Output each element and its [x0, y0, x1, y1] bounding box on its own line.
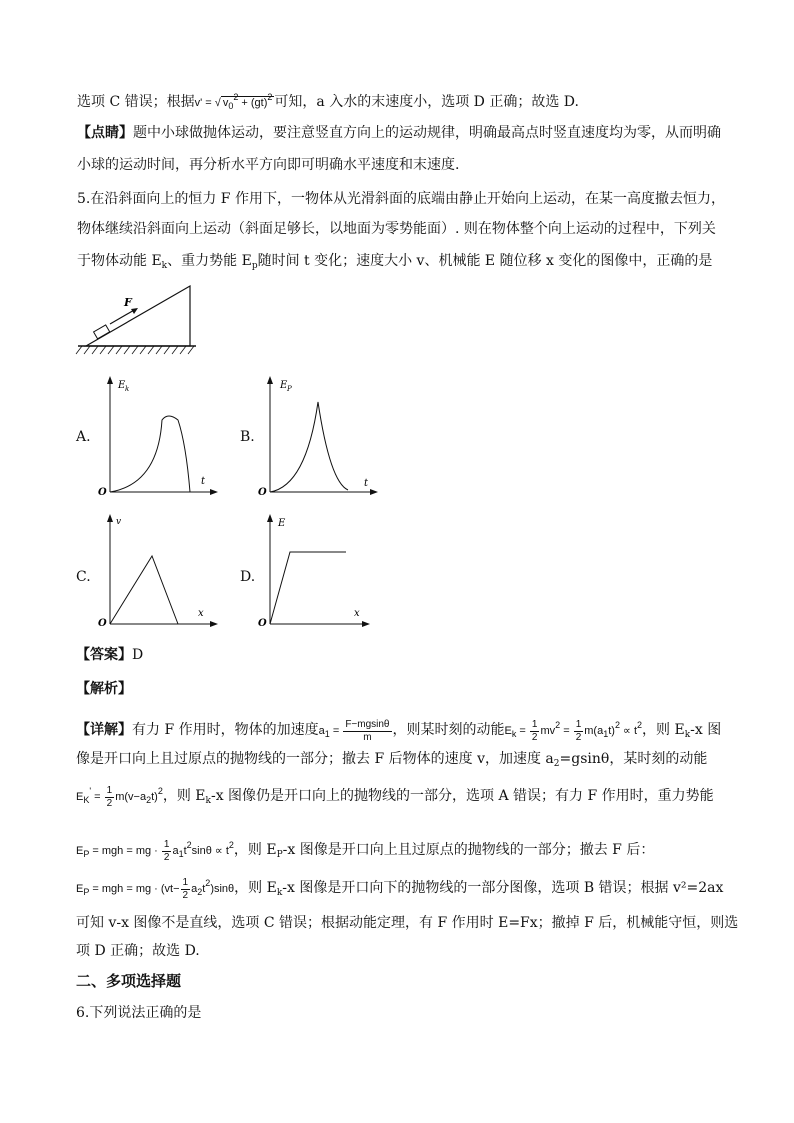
q5-text-2: 物体继续沿斜面向上运动（斜面足够长，以地面为零势能面）. 则在物体整个向上运动的过程中，下列关	[77, 221, 716, 237]
formula-ep1: $E_P$ = mgh = mg · $\frac{1}{2}$ $a_1t^2\sin\theta \propto t^2$	[76, 838, 234, 863]
block	[94, 325, 110, 339]
detail-text-3a: ，则 E	[162, 788, 206, 804]
detail-text-6: 可知 v-x 图像不是直线，选项 C 错误；根据动能定理，有 F 作用时 E=Fx；撤掉 F 后，机械能守恒，则选	[76, 915, 739, 931]
graph-b-xlabel: t	[364, 478, 369, 489]
graph-c-origin: O	[98, 618, 107, 628]
prev-line-1	[77, 88, 579, 115]
note-text-2: 小球的运动时间，再分析水平方向即可明确水平速度和末速度.	[77, 157, 460, 173]
graph-d-line	[270, 552, 346, 624]
q5-text-1: 5.在沿斜面向上的恒力 F 作用下，一物体从光滑斜面的底端由静止开始向上运动，在某一高度撤去恒力，	[77, 191, 725, 207]
velocity-sqrt-formula: v' = √ $v_0^2 + (gt)^2$	[194, 92, 273, 111]
question-6: 6.下列说法正确的是	[76, 1005, 202, 1021]
graph-b-ylabel: E	[280, 380, 288, 391]
section-heading: 二、多项选择题	[76, 972, 182, 990]
q5-line-2	[77, 220, 716, 238]
graph-a-ysub: k	[125, 385, 130, 393]
graph-d-xlabel: x	[354, 608, 360, 619]
detail-text-1d: -x 图	[690, 722, 722, 738]
detail-line-1	[76, 710, 721, 750]
q5-text-3c: 随时间 t 变化；速度大小 v、机械能 E 随位移 x 变化的图像中，正确的是	[257, 253, 713, 269]
graph-a-origin: O	[98, 487, 107, 498]
detail-sub-k2: k	[205, 796, 211, 806]
graph-b-ysub: P	[287, 385, 292, 393]
detail-sub-k3: k	[276, 888, 283, 898]
note-text-1: 题中小球做抛体运动，要注意竖直方向上的运动规律，明确最高点时竖直速度均为零，从而明确	[133, 125, 721, 141]
q5-text-3a: 于物体动能 E	[77, 253, 162, 269]
graph-a-curve	[110, 416, 190, 492]
graph-c	[98, 512, 218, 628]
graph-c-ylabel: v	[116, 517, 122, 527]
graph-d	[258, 512, 378, 628]
detail-text-1b: ，则某时刻的动能	[392, 722, 505, 738]
analysis-line	[76, 680, 132, 698]
detail-text-4b: -x 图像是开口向上且过原点的抛物线的一部分；撤去 F 后：	[282, 842, 655, 858]
graph-c-line	[110, 556, 178, 624]
detail-text-5b: -x 图像是开口向下的抛物线的一部分图像，选项 B 错误；根据 v²=2ax	[282, 880, 724, 896]
answer-label: 【答案】	[76, 647, 132, 663]
detail-line-2: 像是开口向上且过原点的抛物线的一部分；撤去 F 后物体的速度 v，加速度 $a_2=gsin\theta$，某时刻的动能	[76, 751, 708, 769]
note-line-1	[77, 124, 721, 142]
option-d-letter: D.	[240, 569, 256, 585]
graph-b-origin: O	[258, 487, 267, 498]
option-b-letter: B.	[240, 429, 255, 445]
detail-text-5a: ，则 E	[234, 880, 277, 896]
answer-line	[76, 646, 143, 664]
q5-sub-p: p	[251, 261, 258, 271]
detail-label: 【详解】	[76, 722, 132, 738]
graph-a-xlabel: t	[201, 476, 206, 487]
prev-text-b: 可知，a 入水的末速度小，选项 D 正确；故选 D.	[274, 94, 579, 110]
q5-text-3b: 、重力势能 E	[167, 253, 252, 269]
formula-a1: $a_1$ = $\frac{F-mgsin\theta}{m}$	[318, 718, 390, 743]
analysis-label: 【解析】	[76, 681, 132, 697]
graph-b-curve	[270, 402, 348, 492]
detail-line-7	[76, 942, 200, 960]
graph-d-ylabel: E	[278, 518, 286, 529]
graph-a-ylabel: E	[118, 380, 126, 391]
graph-b	[258, 374, 378, 498]
detail-text-1c: ，则 E	[642, 722, 685, 738]
force-arrow	[110, 309, 136, 324]
detail-line-5	[76, 868, 723, 908]
incline-diagram	[74, 284, 200, 356]
q5-line-3	[77, 252, 712, 275]
graph-c-xlabel: x	[198, 608, 204, 619]
q5-line-1	[77, 190, 725, 208]
formula-ek1: $E_k$ = $\frac{1}{2}$ $mv^2$ = $\frac{1}{2}$ $m(a_1t)^2 \propto t^2$	[504, 718, 643, 743]
graph-d-origin: O	[258, 618, 267, 628]
force-label: F	[124, 296, 132, 309]
detail-line-4: $E_P$ = mgh = mg · $\frac{1}{2}$ $a_1t^2\sin\theta \propto t^2$，则 $E_P-x$ 图像是开口向上且过原点的抛物线的一部分；撤去 F 后：	[76, 838, 655, 863]
detail-text-4a: ，则 E	[233, 842, 277, 858]
detail-text-2: 像是开口向上且过原点的抛物线的一部分；撤去 F 后物体的速度 v，加速度 a	[76, 751, 554, 767]
option-a-letter: A.	[76, 429, 91, 445]
detail-line-6	[76, 914, 738, 932]
graph-a	[98, 374, 218, 498]
formula-ep2: $E_P$ = mgh = mg · (vt− $\frac{1}{2}$ $a_2t^2)\sin\theta$	[76, 876, 235, 901]
detail-line-3	[76, 776, 714, 816]
note-label: 【点睛】	[77, 125, 133, 141]
formula-ek2: $E_K'$ = $\frac{1}{2}$ $m(v-a_2t)^2$	[76, 784, 163, 809]
prev-text-a: 选项 C 错误；根据	[77, 94, 195, 110]
detail-text-1a: 有力 F 作用时，物体的加速度	[132, 722, 319, 738]
q5-sub-k: k	[161, 261, 168, 271]
note-line-2	[77, 156, 459, 174]
option-c-letter: C.	[76, 569, 91, 585]
answer-value: D	[132, 647, 144, 663]
detail-text-3b: -x 图像仍是开口向上的抛物线的一部分，选项 A 错误；有力 F 作用时，重力势能	[210, 788, 714, 804]
detail-sub-k1: k	[684, 730, 691, 740]
detail-text-7: 项 D 正确；故选 D.	[76, 943, 200, 959]
detail-text-2b: =gsinθ，某时刻的动能	[559, 751, 708, 767]
